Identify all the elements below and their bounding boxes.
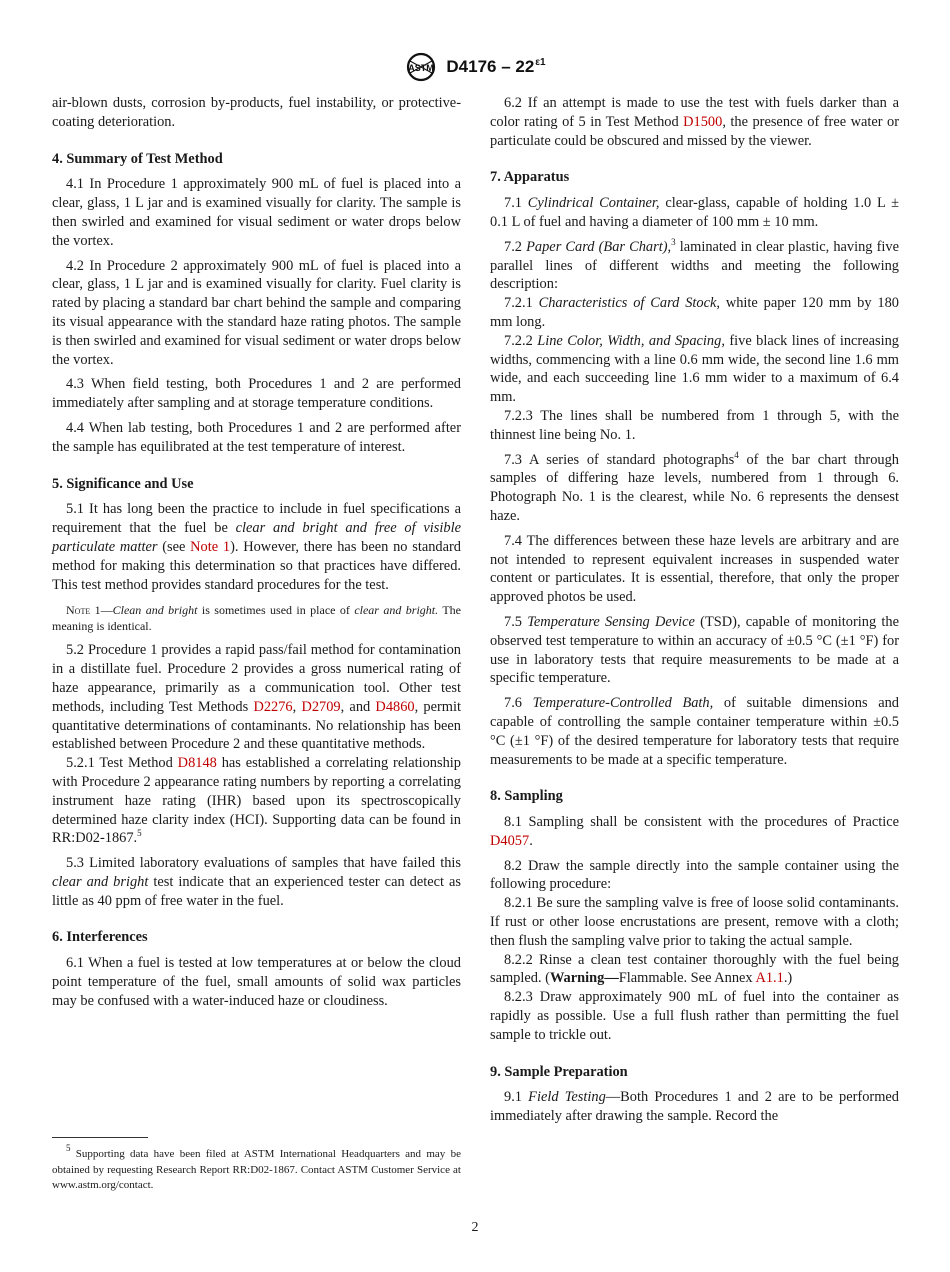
- paragraph-7-4: 7.4 The differences between these haze levels are arbitrary and are not intended to represent equivalent increases in suspended water content or particulates. It is essential, therefore, that only the proper approved photos be used.: [490, 532, 899, 606]
- note-1: Note 1—Clean and bright is sometimes used in place of clear and bright. The meaning is identical.: [52, 603, 461, 634]
- left-column: [52, 94, 461, 1011]
- footnote-divider: [52, 1137, 148, 1138]
- section-7-heading: 7. Apparatus: [490, 169, 570, 186]
- section-5-heading: 5. Significance and Use: [52, 475, 194, 492]
- paragraph-6-1: 6.1 When a fuel is tested at low temperatures at or below the cloud point temperature of the fuel, small amounts of solid wax particles may be confused with a water-induced haze or cloudiness.: [52, 955, 461, 1009]
- d2709-link[interactable]: D2709: [301, 698, 341, 715]
- paragraph-4-1: 4.1 In Procedure 1 approximately 900 mL of fuel is placed into a clear, glass, 1 L jar and is examined visually for clarity. The sample is then swirled and examined for visual sediment or water drops below the vortex.: [52, 176, 461, 249]
- page-header: [0, 52, 950, 82]
- paragraph-5-2: 5.2 Procedure 1 provides a rapid pass/fail method for contamination in a distillate fuel. Procedure 2 provides a gross numerical rating of haze appearance, primarily as a communication tool. Other test methods, including Test Methods D2276, D2709, and D4860, permit quantitative determinations of contaminants. No relationship has been established between Procedure 2 and these quantitative methods.: [52, 642, 461, 753]
- annex-a1-1-link[interactable]: A1.1: [755, 970, 784, 987]
- paragraph-8-1: 8.1 Sampling shall be consistent with the procedures of Practice D4057.: [490, 814, 899, 849]
- paragraph-7-1: 7.1 Cylindrical Container, clear-glass, capable of holding 1.0 L ± 0.1 L of fuel and having a diameter of 100 mm ± 10 mm.: [490, 195, 899, 230]
- page-number: 2: [471, 1220, 479, 1235]
- paragraph-8-2-1: 8.2.1 Be sure the sampling valve is free of loose solid contaminants. If rust or other loose encrustations are present, remove with a cloth; then flush the sampling valve prior to taking the actual sample.: [490, 895, 899, 949]
- section-9-heading: 9. Sample Preparation: [490, 1063, 628, 1080]
- d1500-link[interactable]: D1500: [683, 113, 723, 130]
- paragraph-5-1: 5.1 It has long been the practice to include in fuel specifications a requirement that the fuel be clear and bright and free of visible particulate matter (see Note 1). However, there has been no standard method for making this determination so that practices have differed. This test method provides standard procedures for the test.: [52, 501, 461, 593]
- section-4-heading: 4. Summary of Test Method: [52, 150, 223, 167]
- paragraph-4-2: 4.2 In Procedure 2 approximately 900 mL of fuel is placed into a clear, glass, 1 L jar and is examined visually for clarity. Fuel clarity is rated by placing a standard bar chart behind the sample and comparing its visual appearance with the standard haze rating photos. The sample is then swirled and examined for visual sediment or water drops below the vortex.: [52, 257, 461, 368]
- paragraph-4-3: 4.3 When field testing, both Procedures 1 and 2 are performed immediately after sampling and at storage temperature conditions.: [52, 376, 461, 412]
- paragraph-5-3: 5.3 Limited laboratory evaluations of samples that have failed this clear and bright test indicate that an experienced tester can detect as little as 40 ppm of free water in the fuel.: [52, 855, 461, 909]
- paragraph-7-2-3: 7.2.3 The lines shall be numbered from 1 through 5, with the thinnest line being No. 1.: [490, 407, 899, 443]
- paragraph-4-4: 4.4 When lab testing, both Procedures 1 and 2 are performed after the sample has equilibrated at the test temperature of interest.: [52, 419, 461, 455]
- astm-logo-icon: [404, 52, 438, 82]
- paragraph-8-2-3: 8.2.3 Draw approximately 900 mL of fuel into the container as rapidly as possible. Use a full flush rather than permitting the fuel sample to trickle out.: [490, 989, 899, 1043]
- paragraph-3-continuation: air-blown dusts, corrosion by-products, fuel instability, or protective-coating deterioration.: [52, 95, 461, 130]
- paragraph-6-2: 6.2 If an attempt is made to use the test with fuels darker than a color rating of 5 in Test Method D1500, the presence of free water or particulate could be obscured and missed by the viewer.: [490, 95, 899, 149]
- section-8-heading: 8. Sampling: [490, 788, 563, 805]
- logo-text: ASTM: [408, 63, 435, 73]
- paragraph-8-2: 8.2 Draw the sample directly into the sample container using the following procedure:: [490, 857, 899, 893]
- right-column: [490, 94, 899, 1126]
- paragraph-7-2-1: 7.2.1 Characteristics of Card Stock, white paper 120 mm by 180 mm long.: [490, 295, 899, 330]
- paragraph-8-2-2: 8.2.2 Rinse a clean test container thoroughly with the fuel being sampled. (Warning—Flammable. See Annex A1.1.): [490, 951, 899, 987]
- d8148-link[interactable]: D8148: [177, 755, 217, 772]
- d4057-link[interactable]: D4057: [490, 832, 530, 849]
- d2276-link[interactable]: D2276: [253, 698, 293, 715]
- paragraph-7-5: 7.5 Temperature Sensing Device (TSD), capable of monitoring the observed test temperature to within an accuracy of ±0.5 °C (±1 °F) for use in laboratory tests that require measurements to be made at a specific temperature.: [490, 613, 899, 687]
- paragraph-7-6: 7.6 Temperature-Controlled Bath, of suitable dimensions and capable of controlling the sample container temperature within ±0.5 °C (±1 °F) of the desired temperature for laboratory tests that require measurements to be made at a specific temperature.: [490, 695, 900, 768]
- paragraph-7-2: 7.2 Paper Card (Bar Chart),$^3$ laminated in clear plastic, having five parallel lines of different widths and meeting the following description:: [490, 236, 899, 293]
- section-6-heading: 6. Interferences: [52, 929, 148, 946]
- paragraph-5-2-1: 5.2.1 Test Method D8148 has established a correlating relationship with Procedure 2 appearance rating numbers by reporting a correlating instrument haze rating (IHR) based upon its spectroscopically determined haze clarity index (HCI). Supporting data can be found in RR:D02-1867.$^5$: [52, 755, 461, 847]
- paragraph-7-3: 7.3 A series of standard photographs$^4$ of the bar chart through samples of differing haze levels, numbered from 1 through 6. Photograph No. 1 is the clearest, while No. 6 represents the densest haze.: [490, 449, 899, 524]
- d4860-link[interactable]: D4860: [375, 698, 415, 715]
- standard-designation: $D4176 - 22^{\varepsilon 1}$: [446, 57, 546, 76]
- paragraph-9-1: 9.1 Field Testing—Both Procedures 1 and 2 are to be performed immediately after drawing the sample. Record the: [490, 1089, 899, 1125]
- note-1-link[interactable]: Note 1: [190, 538, 231, 555]
- paragraph-7-2-2: 7.2.2 Line Color, Width, and Spacing, five black lines of increasing widths, commencing with a line 0.6 mm wide, the second line 1.6 mm wide, and each succeeding line 1.6 mm wider to a maximum of 6.4 mm.: [490, 332, 899, 406]
- footnote-5: $^5$ Supporting data have been filed at ASTM International Headquarters and may be obtained by requesting Research Report RR:D02-1867. Contact ASTM Customer Service at www.astm.org/contact.: [52, 1143, 461, 1192]
